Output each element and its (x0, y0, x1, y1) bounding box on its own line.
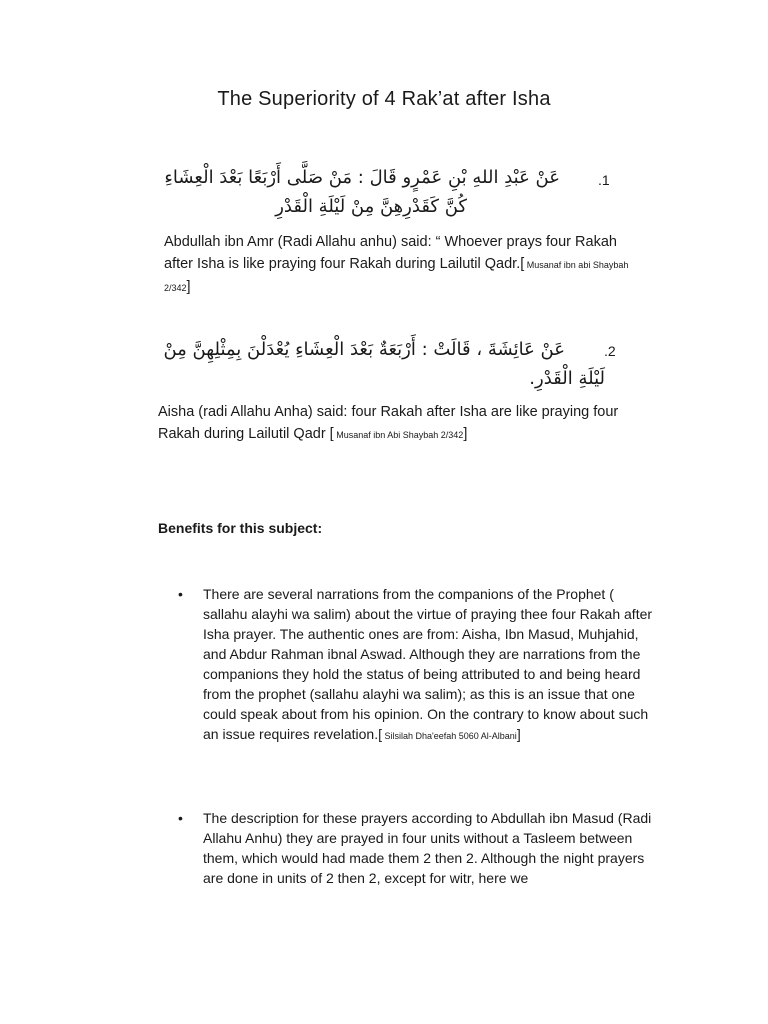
page-title: The Superiority of 4 Rak’at after Isha (217, 88, 551, 110)
translation-text: Abdullah ibn Amr (Radi Allahu anhu) said: “ Whoever prays four Rakah after Isha is like praying four Rakah during Lailutil Qadr.[ (164, 234, 617, 272)
hadith-number: .1 (598, 172, 610, 188)
hadith-arabic-line: عَنْ عَائِشَةَ ، قَالَتْ : أَرْبَعَةٌ بَعْدَ الْعِشَاءِ يُعْدَلْنَ بِمِثْلِهِنَّ مِنْ (163, 339, 565, 360)
hadith-arabic-line: كُنَّ كَقَدْرِهِنَّ مِنْ لَيْلَةِ الْقَدْرِ (275, 196, 467, 217)
reference-bracket: ] (463, 426, 468, 442)
translation-text: Aisha (radi Allahu Anha) said: four Rakah after Isha are like praying four Rakah during Lailutil Qadr [ (158, 404, 619, 442)
hadith-arabic-line: عَنْ عَبْدِ اللهِ بْنِ عَمْرٍو قَالَ : مَنْ صَلَّى أَرْبَعًا بَعْدَ الْعِشَاءِ (164, 167, 560, 188)
bullet-icon: • (178, 586, 183, 602)
benefit-text: There are several narrations from the companions of the Prophet ( sallahu alayhi wa salim) about the virtue of praying thee four Rakah after Isha prayer. The authentic ones are from: Aisha, Ibn Masud, Muhjahid, and Abdur Rahman ibnal Aswad. Although they are narrations from the companions they hold the status of being attributed to and being heard from the prophet (sallahu alayhi wa salim); as this is an issue that one could speak about from his opinion. On the contrary to know about such an issue requires revelation.[ (203, 586, 653, 742)
hadith-reference: Musanaf ibn abi Shaybah 2/342 (164, 260, 629, 293)
hadith-arabic-line: لَيْلَةِ الْقَدْرِ. (529, 368, 605, 389)
list-item-text (203, 584, 658, 746)
hadith-reference: Musanaf ibn Abi Shaybah 2/342 (333, 430, 464, 440)
hadith-number: .2 (604, 343, 616, 359)
list-item-text (203, 808, 658, 888)
bullet-icon: • (178, 810, 183, 826)
reference-bracket: ] (186, 279, 191, 295)
hadith-translation (164, 231, 644, 299)
benefit-text: The description for these prayers according to Abdullah ibn Masud (Radi Allahu Anhu) they are prayed in four units without a Tasleem between them, which would had made them 2 then 2. Although the night prayers are done in units of 2 then 2, except for witr, here we (203, 810, 652, 886)
benefit-reference: Silsilah Dha'eefah 5060 Al-Albani (382, 731, 517, 741)
benefits-heading: Benefits for this subject: (158, 520, 323, 536)
hadith-translation (158, 401, 642, 446)
reference-bracket: ] (516, 726, 521, 742)
